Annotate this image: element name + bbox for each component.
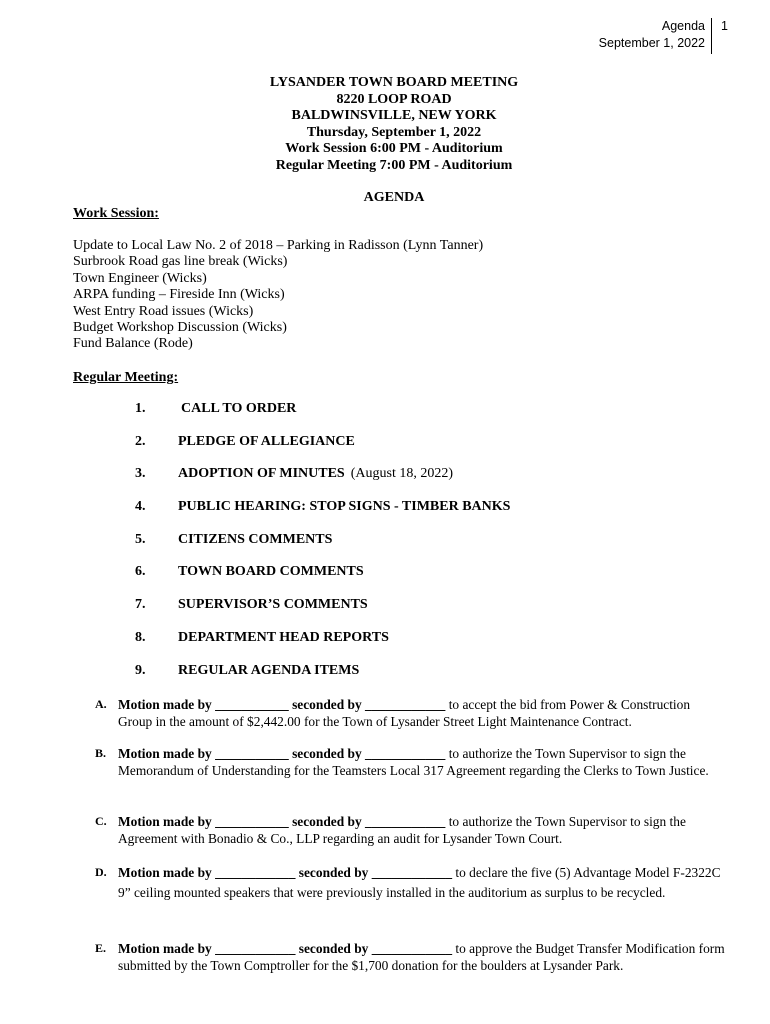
list-item: Surbrook Road gas line break (Wicks) — [73, 254, 288, 270]
motion-letter: E. — [95, 941, 107, 955]
item-label: ADOPTION OF MINUTES — [178, 466, 345, 482]
list-item — [135, 434, 510, 467]
item-number: 1. — [135, 401, 146, 416]
item-label: SUPERVISOR’S COMMENTS — [178, 597, 368, 613]
item-number: 8. — [135, 629, 146, 645]
list-item: Update to Local Law No. 2 of 2018 – Parking in Radisson (Lynn Tanner) — [73, 238, 484, 253]
work-session-time: Work Session 6:00 PM - Auditorium — [285, 141, 503, 156]
item-number: 2. — [135, 433, 146, 449]
motion-letter: D. — [95, 865, 107, 879]
item-label: CALL TO ORDER — [181, 401, 297, 416]
motion-e — [95, 940, 725, 974]
motion-a — [95, 696, 725, 730]
list-item: Budget Workshop Discussion (Wicks) — [73, 320, 287, 336]
list-item — [135, 466, 510, 499]
work-session-heading: Work Session: — [73, 206, 159, 221]
motion-letter: A. — [95, 697, 107, 711]
item-number: 9. — [135, 662, 146, 678]
motion-text: to approve the Budget Transfer Modification form submitted by the Town Comptroller for the $1,700 donation for the boulders at Lysander Park. — [118, 941, 725, 973]
meeting-date: Thursday, September 1, 2022 — [306, 124, 482, 140]
item-number: 7. — [135, 597, 146, 613]
motion-lead: Motion made by ___________ seconded by ____________ — [118, 746, 446, 761]
list-item: Fund Balance (Rode) — [73, 336, 193, 352]
motion-text: to authorize the Town Supervisor to sign the Agreement with Bonadio & Co., LLP regarding an audit for Lysander Town Court. — [118, 814, 686, 846]
item-number: 3. — [135, 466, 146, 482]
motion-lead: Motion made by ____________ seconded by ____________ — [118, 865, 453, 880]
list-item: West Entry Road issues (Wicks) — [73, 303, 254, 319]
item-label: REGULAR AGENDA ITEMS — [178, 662, 360, 678]
regular-meeting-time: Regular Meeting 7:00 PM - Auditorium — [275, 157, 513, 173]
page-header — [599, 18, 712, 54]
meeting-address: 8220 LOOP ROAD — [336, 91, 452, 107]
item-number: 5. — [135, 531, 146, 547]
meeting-name: LYSANDER TOWN BOARD MEETING — [269, 75, 519, 90]
list-item — [135, 630, 510, 663]
list-item — [135, 532, 510, 565]
regular-meeting-heading: Regular Meeting: — [73, 370, 179, 385]
list-item — [135, 401, 510, 434]
meeting-title-block — [0, 75, 770, 174]
header-date: September 1, 2022 — [598, 36, 705, 50]
work-session-list — [73, 238, 483, 353]
motion-text: to accept the bid from Power & Construction Group in the amount of $2,442.00 for the Town of Lysander Street Light Maintenance Contract. — [118, 697, 691, 729]
list-item — [135, 663, 510, 696]
item-label: PLEDGE OF ALLEGIANCE — [178, 433, 355, 449]
header-title: Agenda — [661, 19, 705, 33]
list-item: ARPA funding – Fireside Inn (Wicks) — [73, 287, 285, 303]
list-item: Town Engineer (Wicks) — [73, 270, 207, 286]
motion-b — [95, 745, 725, 779]
item-number: 6. — [135, 564, 146, 580]
motion-letter: C. — [95, 814, 107, 828]
motion-c — [95, 813, 725, 847]
motion-text: to declare the five (5) Advantage Model F-2322C 9” ceiling mounted speakers that were previously installed in the auditorium as surplus to be recycled. — [118, 865, 721, 900]
motion-lead: Motion made by ___________ seconded by ____________ — [118, 814, 446, 829]
motion-lead: Motion made by ____________ seconded by ____________ — [118, 941, 453, 956]
list-item — [135, 499, 510, 532]
item-label: CITIZENS COMMENTS — [178, 531, 333, 547]
regular-meeting-list — [135, 401, 510, 695]
list-item — [135, 597, 510, 630]
list-item — [135, 564, 510, 597]
motion-text: to authorize the Town Supervisor to sign the Memorandum of Understanding for the Teamsters Local 317 Agreement regarding the Clerks to Town Justice. — [118, 746, 709, 778]
page-number: 1 — [721, 19, 728, 33]
motion-letter: B. — [95, 746, 107, 760]
meeting-city: BALDWINSVILLE, NEW YORK — [291, 108, 497, 123]
agenda-label: AGENDA — [363, 190, 425, 205]
item-note: (August 18, 2022) — [350, 466, 453, 482]
item-label: TOWN BOARD COMMENTS — [178, 564, 364, 580]
item-label: PUBLIC HEARING: STOP SIGNS - TIMBER BANKS — [178, 499, 511, 515]
motion-d — [95, 863, 725, 902]
item-label: DEPARTMENT HEAD REPORTS — [178, 629, 389, 645]
motion-lead: Motion made by ___________ seconded by ____________ — [118, 697, 446, 712]
item-number: 4. — [135, 499, 146, 515]
